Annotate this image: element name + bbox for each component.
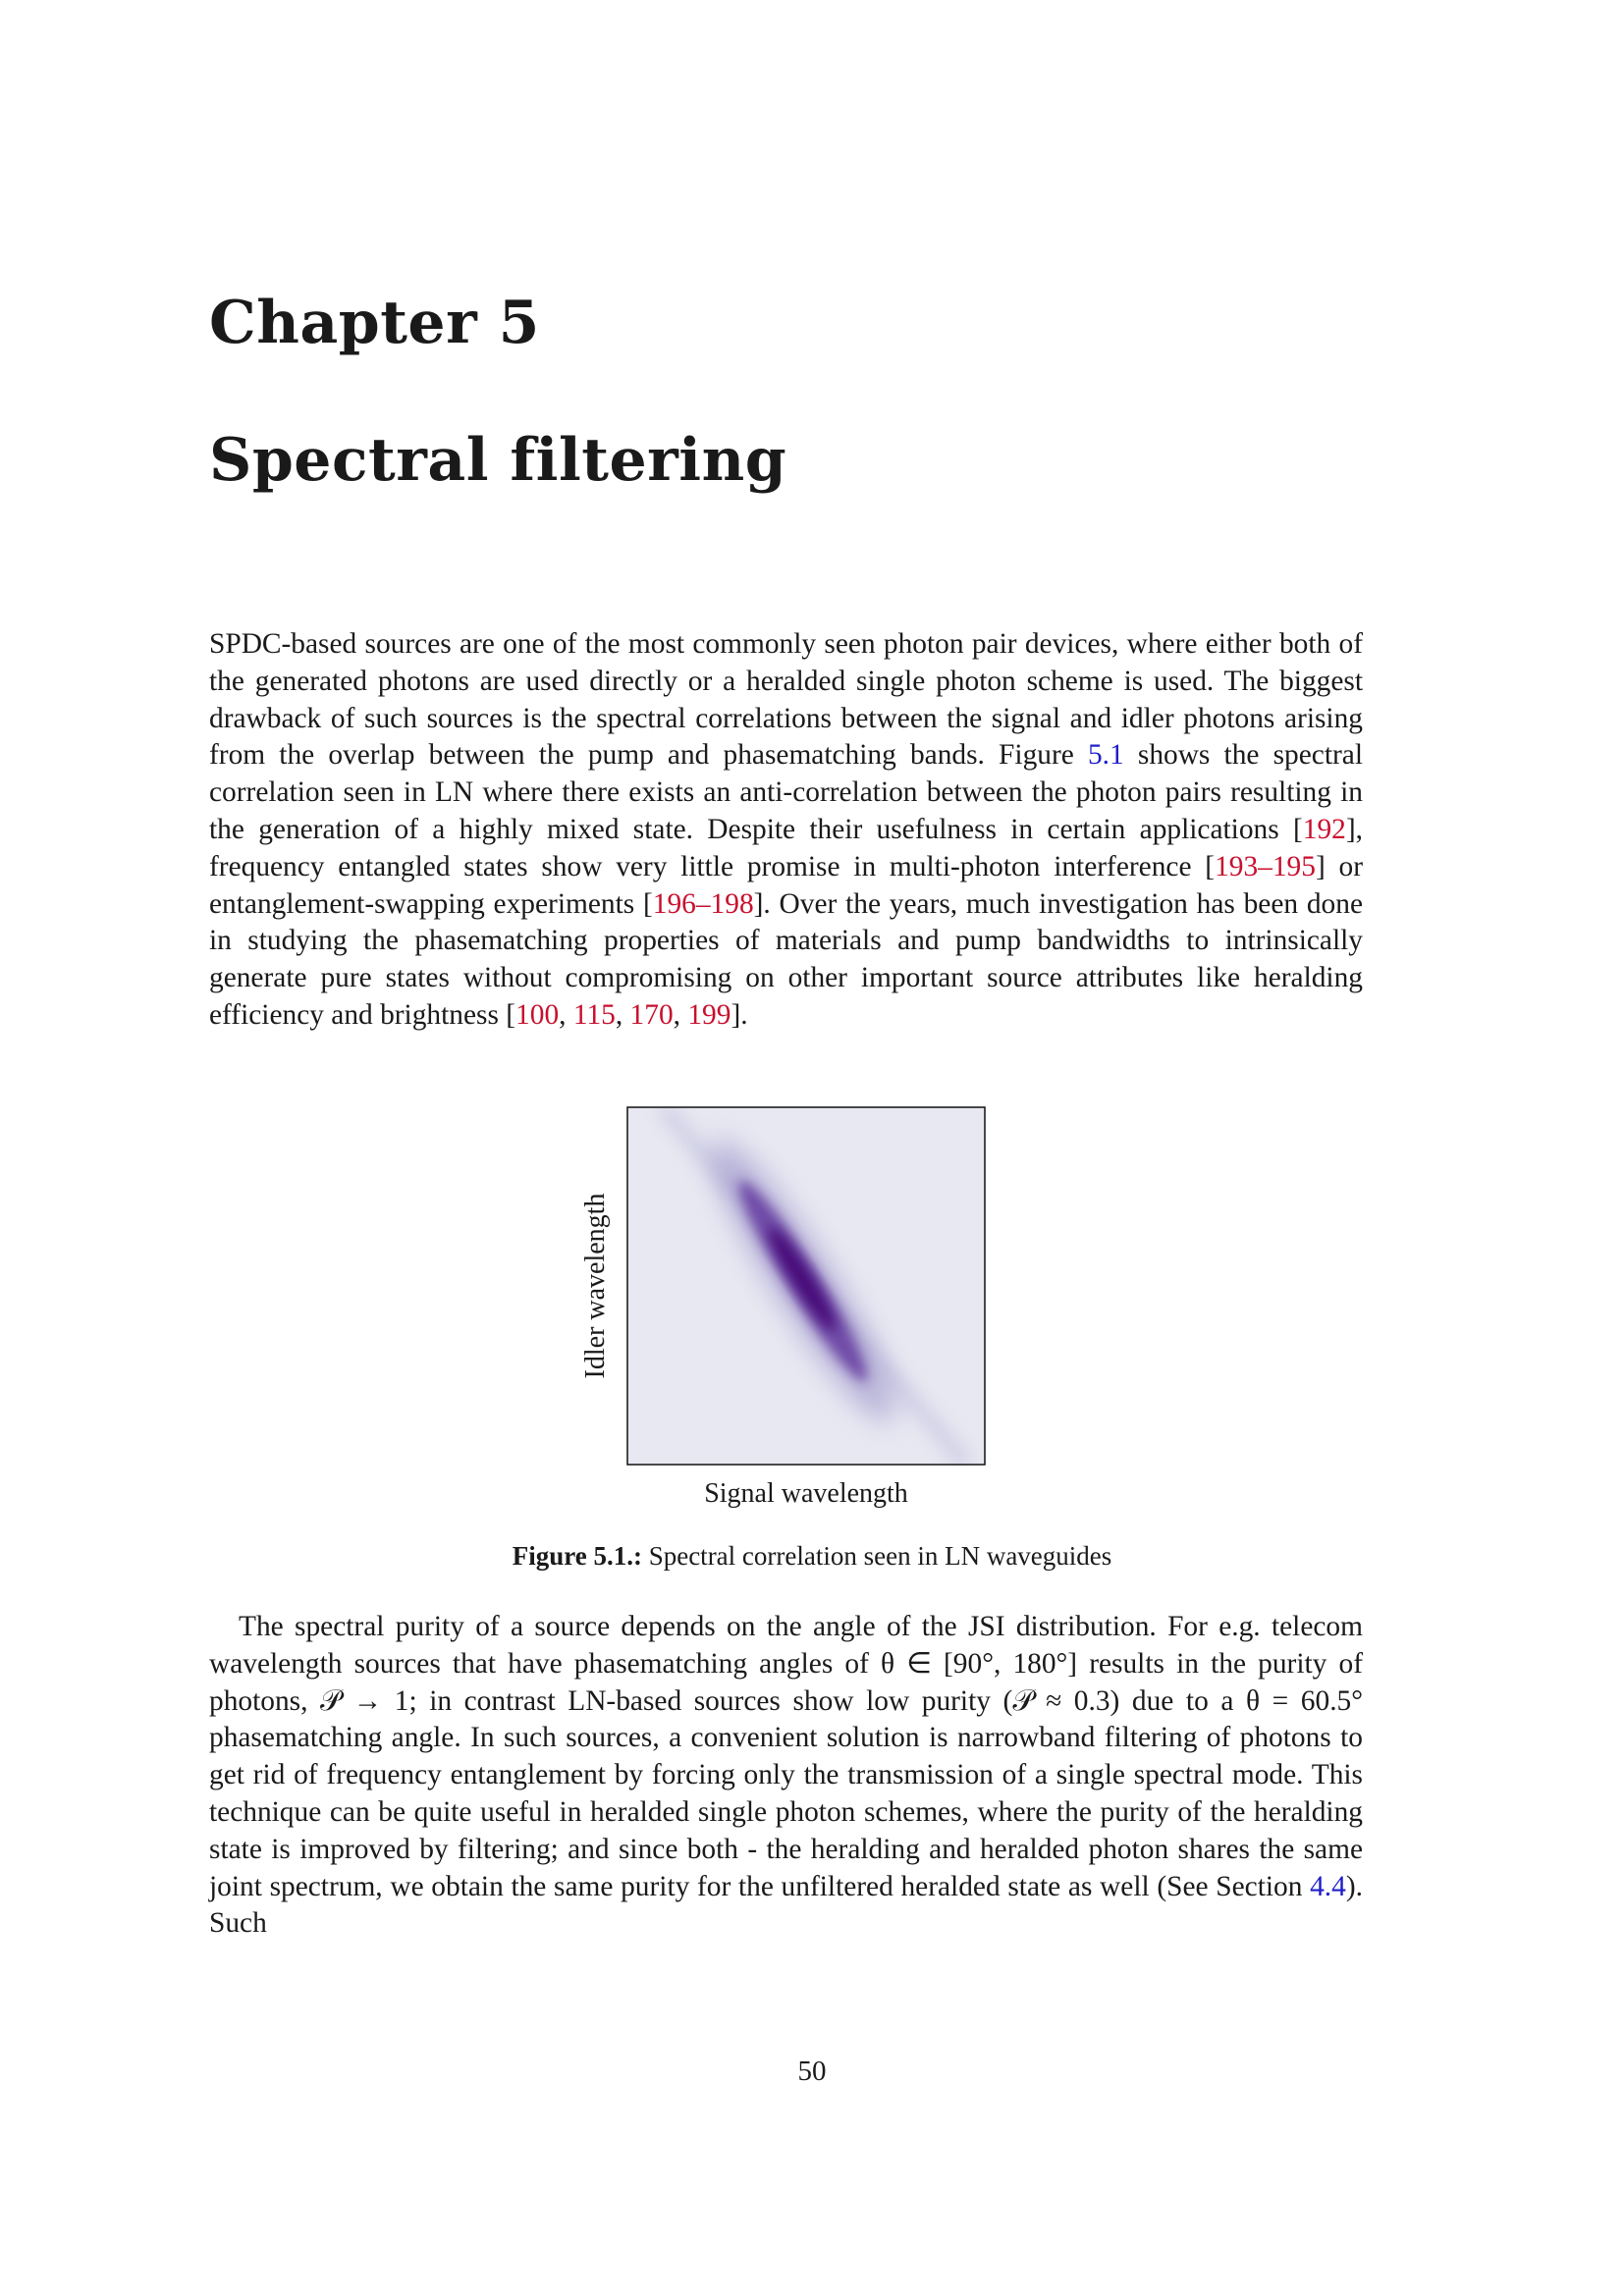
text-run: SPDC-based sources are one of the most commonly seen photon pair devices, where either both of the generated photons are used directly or a heralded single photon scheme is used. The biggest drawback of such sources is the spectral correlations between the signal and idler photons arising from the overlap between the pump and phasematching bands. Figure [209,628,1363,772]
jsi-plot [555,1101,1006,1533]
citation-link[interactable]: 115 [572,998,616,1031]
figure-caption [0,1541,1624,1572]
text-run: ], frequency entangled states show very little promise in multi-photon interference [ [209,813,1363,882]
citation-separator: , [559,998,573,1031]
section-reference-link[interactable]: 4.4 [1310,1870,1346,1902]
caption-label: Figure 5.1.: [512,1541,642,1571]
text-run: ] or entanglement-swapping experiments [ [209,850,1363,920]
citation-link[interactable]: 196–198 [652,887,754,920]
citation-link[interactable]: 192 [1302,813,1346,845]
chapter-title: Spectral filtering [209,426,787,495]
citation-separator: , [673,998,688,1031]
citation-link[interactable]: 100 [515,998,560,1031]
x-axis-label: Signal wavelength [704,1478,908,1509]
text-run: ]. Over the years, much investigation has been done in studying the phasematching properties of materials and pump bandwidths to intrinsically generate pure states without compromising on other important source attributes like heralding efficiency and brightness [ [209,887,1363,1031]
citation-link[interactable]: 170 [629,998,674,1031]
text-run: shows the spectral correlation seen in LN where there exists an anti-correlation between the photon pairs resulting in the generation of a highly mixed state. Despite their usefulness in certain applications [ [209,739,1363,845]
y-axis-label: Idler wavelength [580,1193,611,1379]
citation-link[interactable]: 199 [687,998,731,1031]
caption-text: Spectral correlation seen in LN waveguides [641,1541,1112,1571]
citation-separator: , [615,998,630,1031]
text-run: ). Such [209,1870,1363,1940]
page-number: 50 [797,2056,827,2087]
figure-reference-link[interactable]: 5.1 [1087,739,1124,772]
intro-paragraph [209,626,1363,1035]
text-run: The spectral purity of a source depends on the angle of the JSI distribution. For e.g. telecom wavelength sources that have phasematching angles of θ ∈ [90°, 180°] results in the purity of photons, 𝒫 → 1; in contrast LN-based sources show low purity (𝒫 ≈ 0.3) due to a θ = 60.5° phasematching angle. In such sources, a convenient solution is narrowband filtering of photons to get rid of frequency entanglement by forcing only the transmission of a single spectral mode. This technique can be quite useful in heralded single photon schemes, where the purity of the heralding state is improved by filtering; and since both - the heralding and heralded photon shares the same joint spectrum, we obtain the same purity for the unfiltered heralded state as well (See Section [209,1611,1363,1902]
text-run: ]. [731,998,748,1031]
chapter-number: Chapter 5 [209,289,540,357]
purity-paragraph [209,1609,1363,1943]
jsi-figure [555,1101,1006,1533]
citation-link[interactable]: 193–195 [1215,850,1316,882]
